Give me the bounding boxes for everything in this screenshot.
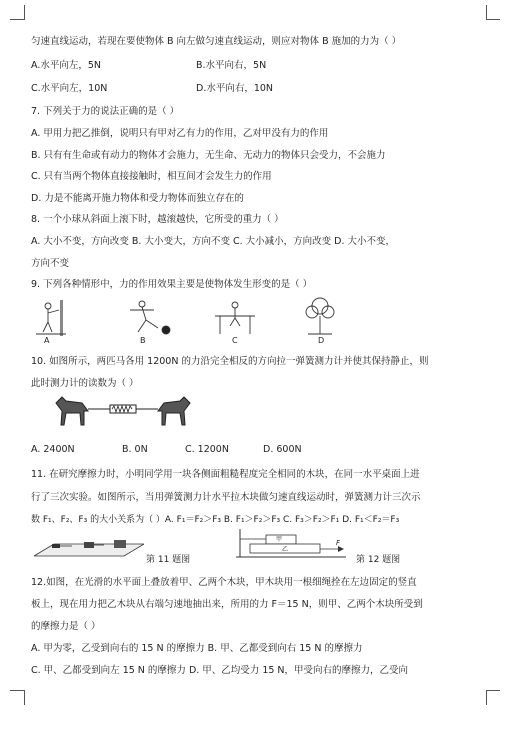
q9-figure-a (36, 300, 66, 336)
q6-option-d: D.水平向右，10N (196, 83, 274, 94)
q9-figure-c (215, 302, 255, 334)
q12-figure (236, 527, 346, 563)
crop-mark-br-v (486, 690, 487, 705)
q11-figure (34, 532, 144, 562)
horse-right (158, 397, 190, 425)
q10-option-d: D. 600N (263, 444, 302, 455)
crop-mark-tr-v (486, 5, 487, 20)
q10-figure-horses (48, 393, 198, 431)
q12-label-jia: 甲 (276, 536, 283, 543)
q7-option-a: A. 甲用力把乙推倒，说明只有甲对乙有力的作用，乙对甲没有力的作用 (31, 128, 329, 139)
q9-label-a: A (44, 336, 50, 345)
q10-option-c: C. 1200N (185, 444, 229, 455)
q7-option-d: D. 力是不能离开施力物体和受力物体而独立存在的 (31, 193, 244, 204)
q9-label-d: D (318, 336, 325, 345)
spring-scale (110, 405, 136, 413)
q9-figure-b (130, 301, 170, 334)
crop-mark-bl-h (10, 690, 24, 691)
q8-options-cont: 方向不变 (31, 258, 70, 269)
q6-line1: 匀速直线运动，若现在要使物体 B 向左做匀速直线运动，则应对物体 B 施加的力为（ ） (31, 36, 402, 47)
q11-figure-caption: 第 11 题图 (146, 555, 191, 565)
crop-mark-br-h (486, 690, 500, 691)
q9-label-c: C (232, 336, 238, 345)
q7-option-c: C. 只有当两个物体直接接触时，相互间才会发生力的作用 (31, 171, 272, 182)
crop-mark-tl-h (10, 19, 24, 20)
q12-line2: 板上，现在用力把乙木块从右端匀速地抽出来，所用的力 F＝15 N，则甲、乙两个木块所受到 (31, 599, 423, 610)
q6-option-a: A.水平向左，5N (31, 60, 102, 71)
q10-stem-line1: 10. 如图所示，两匹马各用 1200N 的力沿完全相反的方向拉一弹簧测力计并使其保持静止，则 (31, 356, 429, 367)
q12-line1: 12.如图，在光滑的水平面上叠放着甲、乙两个木块，甲木块用一根细绳拴在左边固定的竖直 (31, 577, 417, 588)
q9-figures-svg (30, 296, 360, 346)
q8-stem: 8. 一个小球从斜面上滚下时，越滚越快，它所受的重力（ ） (31, 214, 284, 225)
q9-figures (30, 296, 360, 346)
q11-figure-svg (34, 532, 144, 562)
q10-option-b: B. 0N (122, 444, 148, 455)
q6-option-b: B.水平向右，5N (196, 60, 267, 71)
q12-label-yi: 乙 (282, 546, 289, 553)
q11-line3: 数 F₁、F₂、F₃ 的大小关系为（ ）A. F₁＝F₂＞F₃ B. F₁＞F₂＞F₃ C. F₃＞F₂＞F₁ D. F₁＜F₂＝F₃ (31, 515, 400, 525)
q12-line3: 的摩擦力是（ ） (31, 621, 101, 632)
q8-options: A. 大小不变，方向改变 B. 大小变大，方向不变 C. 大小减小，方向改变 D. 大小不变， (31, 236, 396, 247)
q12-label-f: F (336, 539, 341, 547)
q12-options-ab: A. 甲为零，乙受到向右的 15 N 的摩擦力 B. 甲、乙都受到向右 15 N 的摩擦力 (31, 643, 363, 654)
crop-mark-tr-h (486, 19, 500, 20)
crop-mark-tl-v (24, 5, 25, 20)
q9-figure-d (306, 298, 334, 334)
q9-label-b: B (140, 336, 146, 345)
q10-option-a: A. 2400N (31, 444, 75, 455)
q12-figure-caption: 第 12 题图 (356, 555, 401, 565)
q10-stem-line2: 此时测力计的读数为（ ） (31, 378, 139, 389)
horse-left (56, 397, 88, 425)
q10-figure-svg (48, 393, 198, 431)
q7-stem: 7. 下列关于力的说法正确的是（ ） (31, 106, 180, 117)
crop-mark-bl-v (24, 690, 25, 705)
q12-figure-svg (236, 527, 346, 563)
q11-line1: 11. 在研究摩擦力时，小明同学用一块各侧面粗糙程度完全相同的木块，在同一水平桌面上进 (31, 469, 420, 480)
q6-option-c: C.水平向左，10N (31, 83, 108, 94)
q9-stem: 9. 下列各种情形中，力的作用效果主要是使物体发生形变的是（ ） (31, 279, 313, 290)
q12-options-cd: C. 甲、乙都受到向左 15 N 的摩擦力 D. 甲、乙均受力 15 N，甲受向右的摩擦力，乙受向 (31, 665, 409, 676)
q11-line2: 行了三次实验。如图所示，当用弹簧测力计水平拉木块做匀速直线运动时，弹簧测力计三次示 (31, 492, 421, 503)
q7-option-b: B. 只有有生命或有动力的物体才会施力，无生命、无动力的物体只会受力，不会施力 (31, 150, 386, 161)
